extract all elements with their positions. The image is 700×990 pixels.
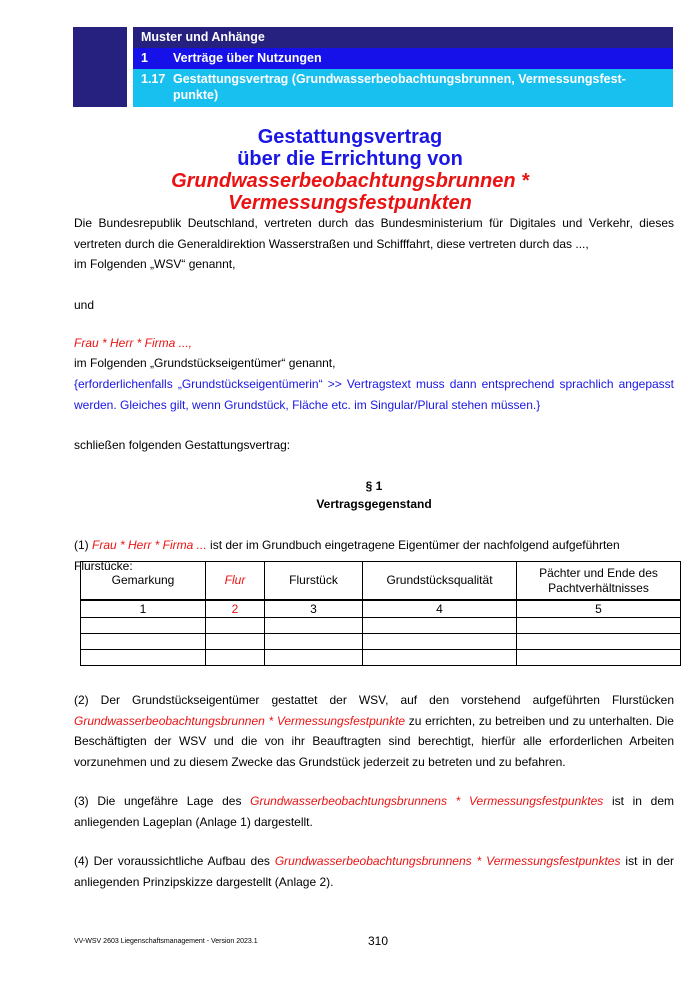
intro-party-desc: im Folgenden „Grundstückseigentümer“ genannt, <box>74 356 336 370</box>
table-number-cell: 2 <box>206 600 265 618</box>
para-4: (4) Der voraussichtliche Aufbau des Grundwasserbeobachtungsbrunnens * Vermessungsfestpunktes ist in der anliegenden Prinzipskizze dargestellt (Anlage 2). <box>74 854 675 889</box>
table-row <box>81 650 681 666</box>
title-line-3: Grundwasserbeobachtungsbrunnen * Vermessungsfestpunkten <box>171 170 529 214</box>
table-header-cell: Gemarkung <box>81 562 206 601</box>
title-line-2: über die Errichtung von <box>237 148 463 170</box>
table-row <box>81 618 681 634</box>
table-number-cell: 3 <box>265 600 363 618</box>
intro-party: Frau * Herr * Firma ..., <box>74 336 193 350</box>
table-number-cell: 1 <box>81 600 206 618</box>
title-line-1: Gestattungsvertrag <box>257 126 443 148</box>
section-heading: Vertragsgegenstand <box>316 497 432 511</box>
header-subsection: 1.17 Gestattungsvertrag (Grundwasserbeobachtungsbrunnen, Vermessungsfest-punkte) <box>133 69 673 107</box>
table-number-cell: 4 <box>363 600 517 618</box>
table-row <box>81 634 681 650</box>
document-title <box>60 126 640 214</box>
table-header-row <box>81 562 681 601</box>
intro-und: und <box>74 298 95 312</box>
table-header-cell: Grundstücksqualität <box>363 562 517 601</box>
para-3: (3) Die ungefähre Lage des Grundwasserbeobachtungsbrunnens * Vermessungsfestpunktes ist in dem anliegenden Lageplan (Anlage 1) dargestellt. <box>74 794 674 829</box>
table-number-cell: 5 <box>517 600 681 618</box>
table-header-cell: Flurstück <box>265 562 363 601</box>
header-logo-block <box>73 27 127 107</box>
header-section: 1 Verträge über Nutzungen <box>133 48 673 69</box>
section-number: § 1 <box>365 479 383 493</box>
parcel-table <box>80 561 681 666</box>
para-1: (1) Frau * Herr * Firma ... ist der im Grundbuch eingetragene Eigentümer der nachfolgend aufgeführten Flurstücke: <box>74 538 620 573</box>
page-number: 310 <box>368 934 389 948</box>
table-header-cell: Pächter und Ende des Pachtverhältnisses <box>517 562 681 601</box>
intro-paragraph: Die Bundesrepublik Deutschland, vertreten durch das Bundesministerium für Digitales und Verkehr, dieses vertreten durch die Generaldirektion Wasserstraßen und Schifffahrt, diese vertreten durch das ..., <box>74 216 674 251</box>
intro-conclude: schließen folgenden Gestattungsvertrag: <box>74 438 291 452</box>
table-number-row <box>81 600 681 618</box>
para-2: (2) Der Grundstückseigentümer gestattet der WSV, auf den vorstehend aufgeführten Flurstücken Grundwasserbeobachtungsbrunnen * Vermessungsfestpunkte zu errichten, zu betreiben und zu unterhalten. Die Beschäftigten der WSV und die von ihr Beauftragten sind berechtigt, hierfür alle erforderlichen Arbeiten vorzunehmen und zu diesem Zwecke das Grundstück jederzeit zu betreten und zu befahren. <box>74 693 674 769</box>
table-header-cell: Flur <box>206 562 265 601</box>
intro-wsv: im Folgenden „WSV“ genannt, <box>74 257 236 271</box>
intro-note: {erforderlichenfalls „Grundstückseigentümerin“ >> Vertragstext muss dann entsprechend sprachlich angepasst werden. Gleiches gilt, wenn Grundstück, Fläche etc. im Singular/Plural stehen müssen.} <box>74 377 674 412</box>
footer-version: VV-WSV 2603 Liegenschaftsmanagement - Version 2023.1 <box>74 938 258 945</box>
header-chapter: Muster und Anhänge <box>133 27 673 48</box>
